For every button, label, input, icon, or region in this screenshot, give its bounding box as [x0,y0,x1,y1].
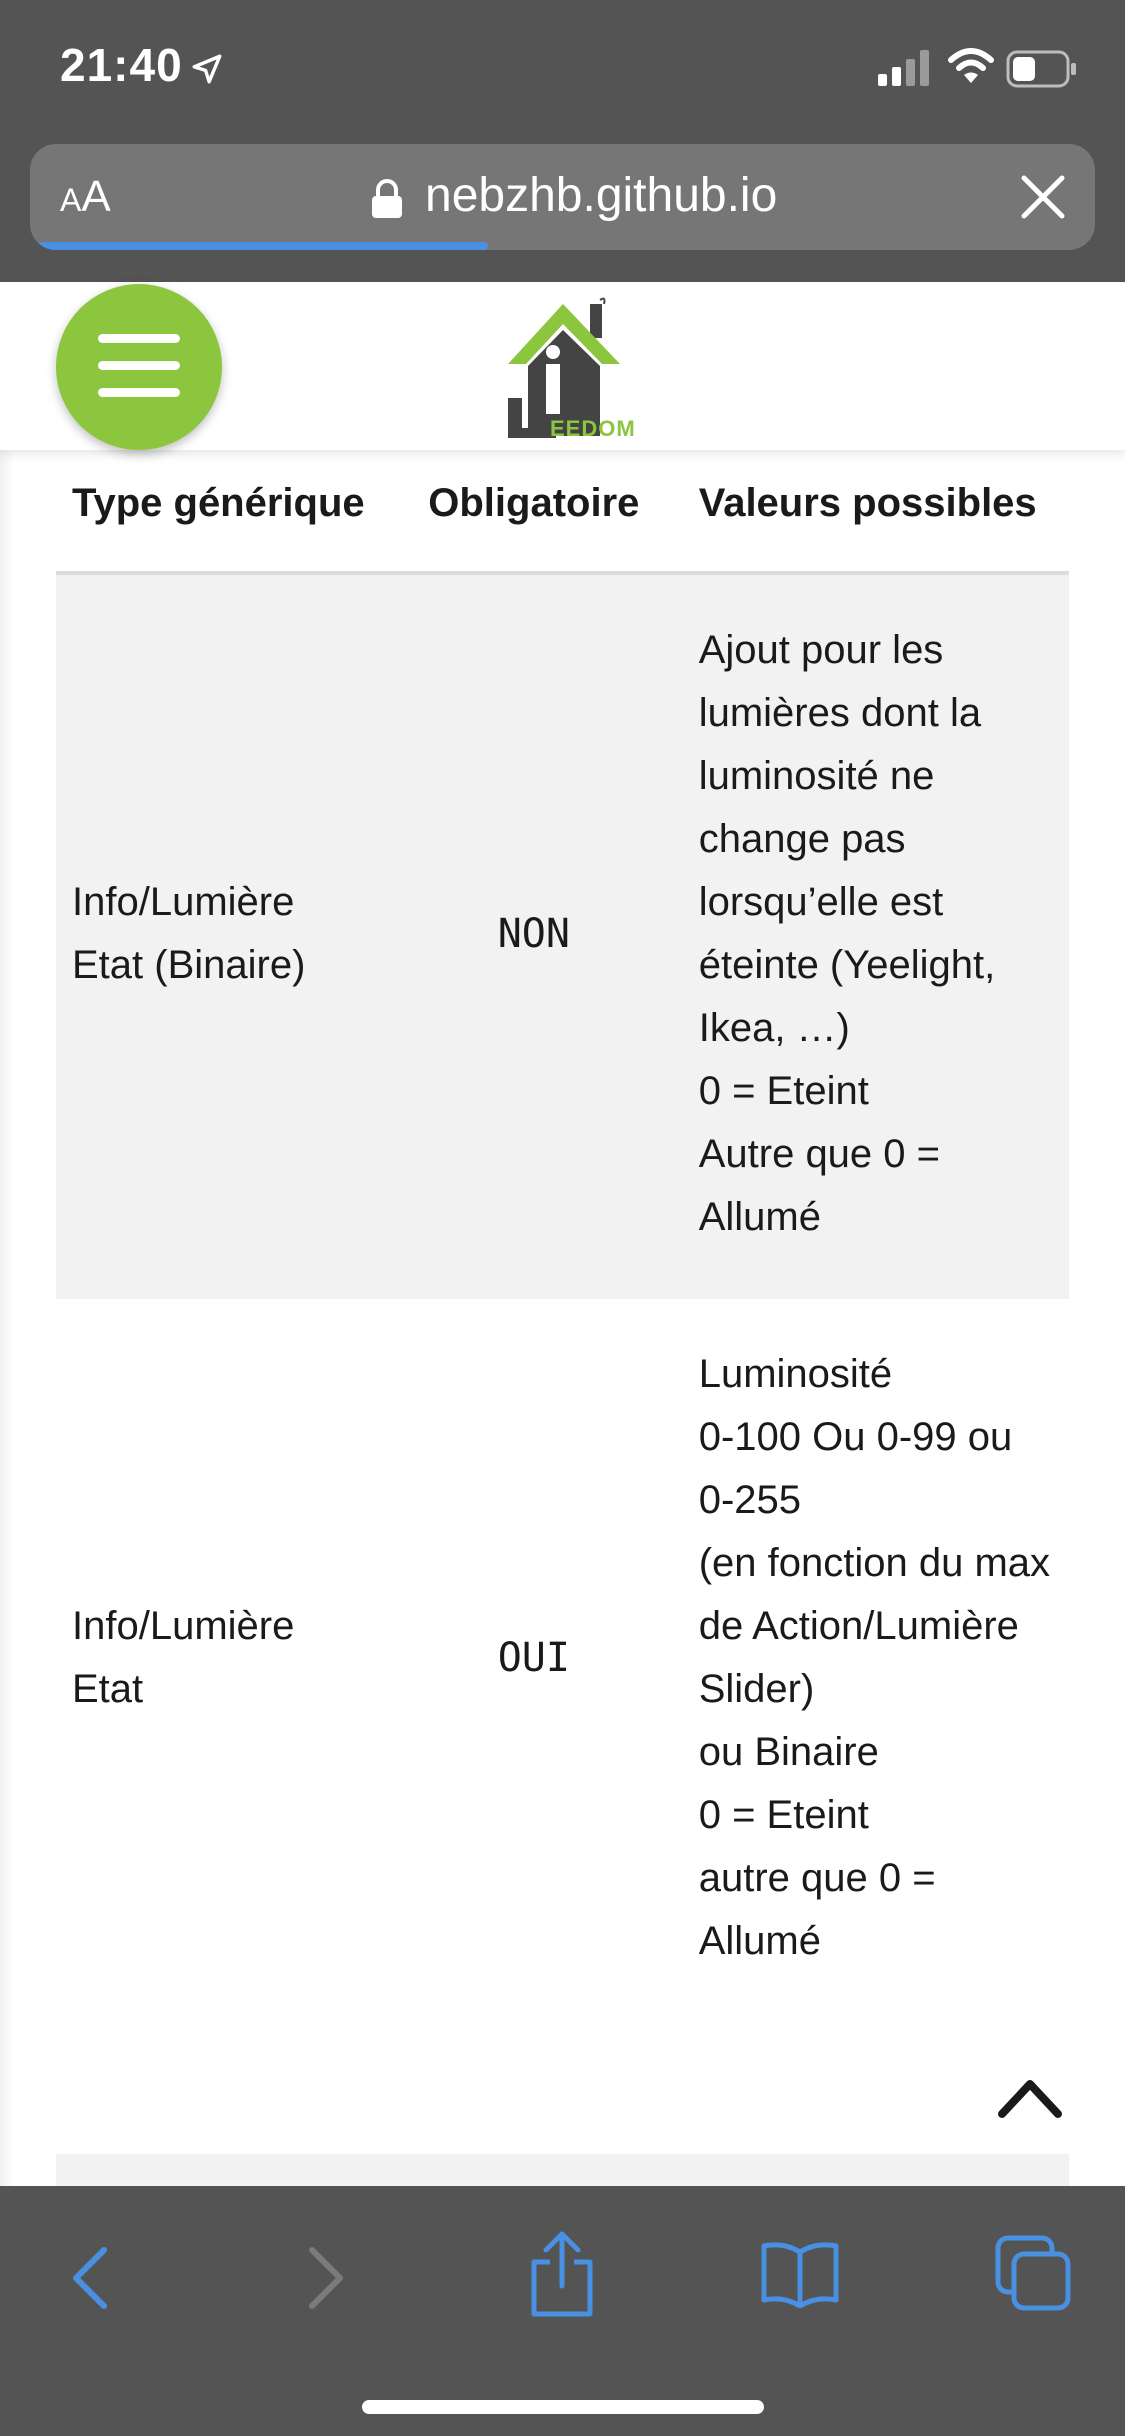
bookmarks-icon[interactable] [760,2240,840,2308]
browser-top-chrome [0,0,1125,282]
text-size-button[interactable]: AA [60,172,111,221]
cell-valeurs: Luminosité 0-100 Ou 0-99 ou 0-255 (en fonction du max de Action/Lumière Slider) ou Binaire 0 = Eteint autre que 0 = Allumé [698,1352,1051,1963]
chevron-up-icon[interactable] [994,2070,1066,2122]
close-icon[interactable] [1018,172,1068,222]
cell-type: Info/Lumière Etat [72,1604,295,1711]
page-content [0,450,1125,2186]
browser-bottom-toolbar [0,2186,1125,2436]
cell-obligatoire: OUI [497,1634,570,1681]
header-type: Type générique [56,450,385,573]
header-obligatoire: Obligatoire [385,450,683,573]
share-icon[interactable] [522,2228,602,2320]
jeedom-logo[interactable] [488,294,638,444]
wifi-icon [948,46,994,86]
tabs-icon[interactable] [994,2234,1074,2314]
back-arrow-icon[interactable] [62,2242,122,2314]
header-valeurs: Valeurs possibles [683,450,1069,573]
hamburger-menu-icon [98,334,180,343]
hamburger-menu-button[interactable] [56,284,222,450]
location-arrow-icon [190,52,224,86]
status-time: 21:40 [60,39,183,91]
cellular-signal-icon [878,50,932,86]
cell-valeurs: Ajout pour les lumières dont la luminosité ne change pas lorsqu’elle est éteinte (Yeelight, Ikea, …) 0 = Eteint Autre que 0 = Allumé [683,573,1069,1299]
page-load-progress [38,242,488,250]
address-bar[interactable] [30,144,1095,250]
cell-obligatoire: NON [385,573,683,1299]
site-header [0,282,1125,450]
battery-icon [1006,50,1078,88]
url-text[interactable]: nebzhb.github.io [425,169,778,222]
lock-icon [370,178,404,220]
generic-types-table [56,450,1069,2023]
cell-type: Info/Lumière Etat (Binaire) [56,573,385,1299]
table-row [56,573,1069,1299]
home-indicator[interactable] [362,2400,764,2414]
table-header-row [56,450,1069,573]
table-row [56,1299,1069,2023]
next-table-row [56,2154,1069,2186]
forward-arrow-icon[interactable] [294,2242,354,2314]
logo-text: EEDOM [550,416,636,441]
